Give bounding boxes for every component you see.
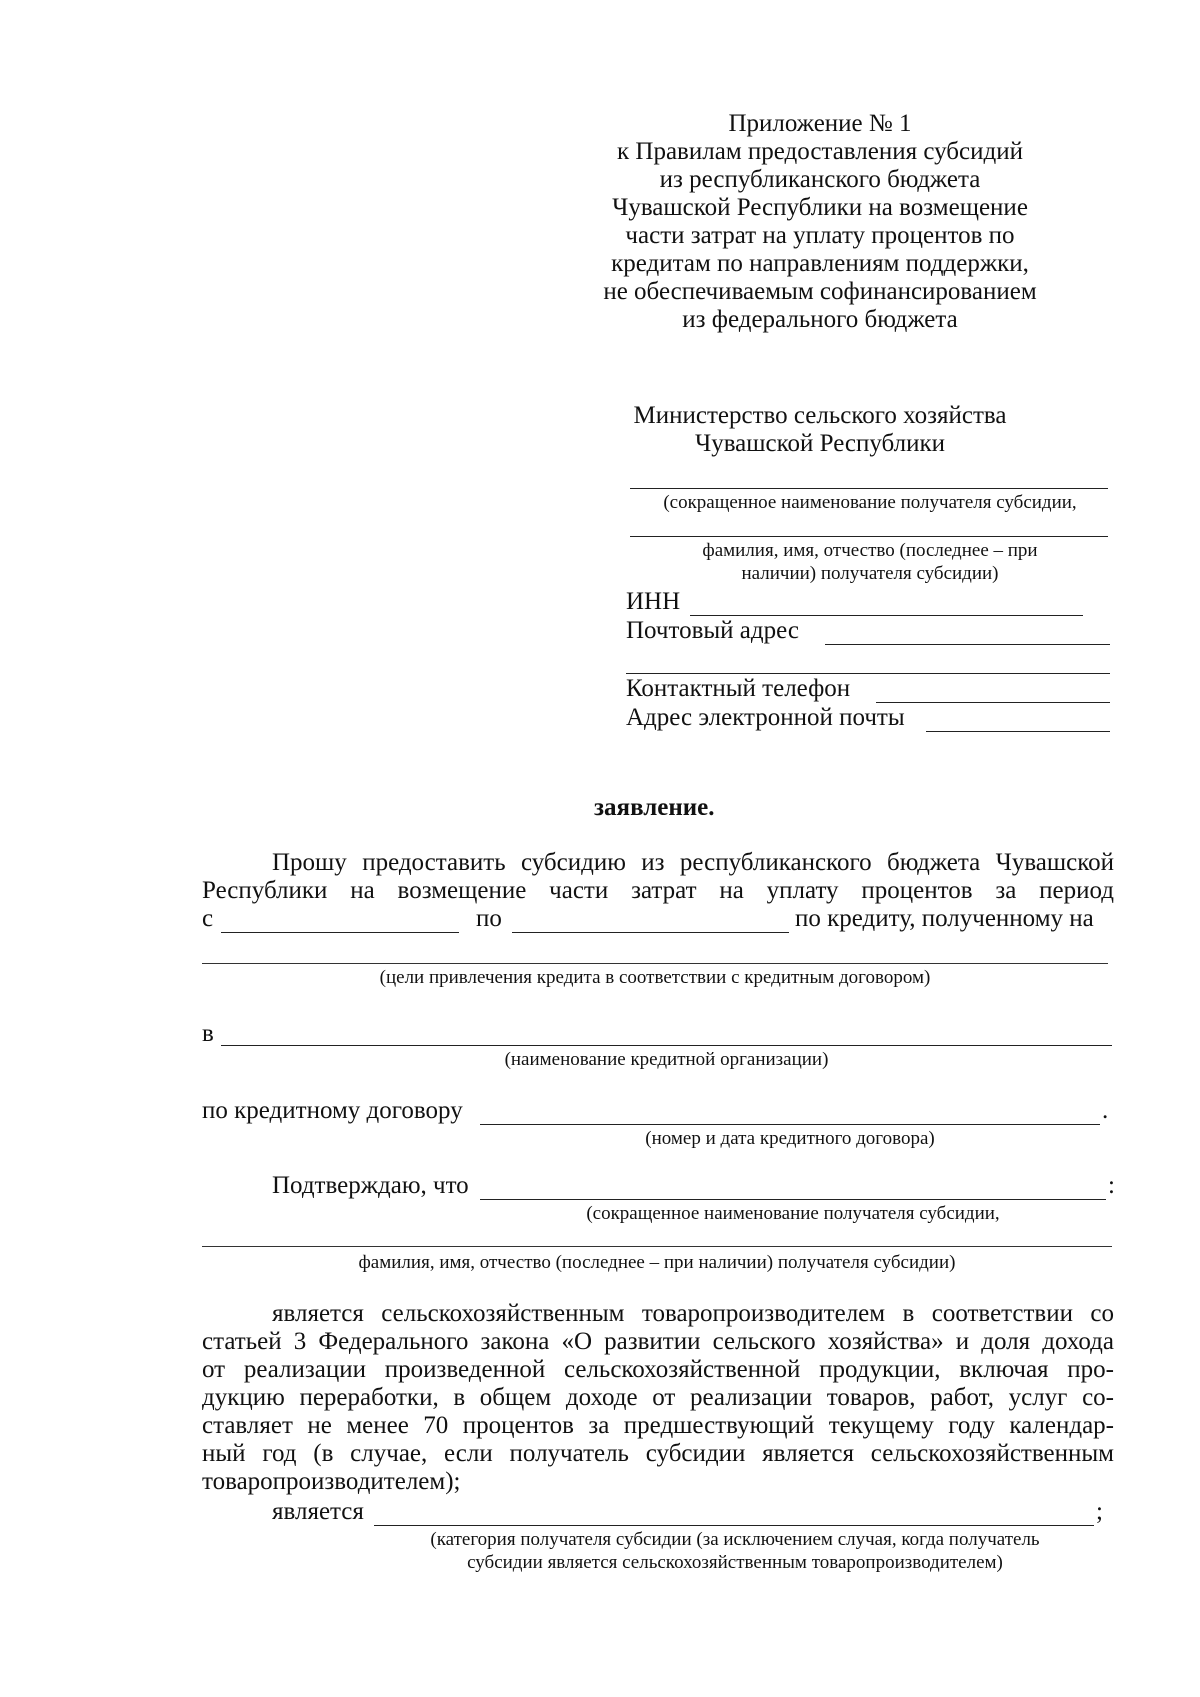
bank-name-field[interactable] bbox=[221, 1045, 1112, 1046]
period-from-field[interactable] bbox=[221, 932, 459, 933]
phone-label: Контактный телефон bbox=[626, 675, 851, 702]
applicant-fio-caption: фамилия, имя, отчество (последнее – при bbox=[702, 540, 1038, 561]
contract-field[interactable] bbox=[480, 1124, 1100, 1125]
statement-title: заявление. bbox=[594, 794, 715, 821]
contract-caption: (номер и дата кредитного договора) bbox=[645, 1128, 935, 1149]
appendix-line: к Правилам предоставления субсидий bbox=[617, 138, 1023, 165]
applicant-fio-field[interactable] bbox=[630, 536, 1108, 537]
category-end: ; bbox=[1096, 1498, 1103, 1525]
confirm-field[interactable] bbox=[480, 1199, 1106, 1200]
phone-field[interactable] bbox=[876, 702, 1110, 703]
statement-text-line: Прошу предоставить субсидию из республиканского бюджета Чувашской bbox=[272, 849, 1114, 876]
statement-text-line: является сельскохозяйственным товаропроизводителем в соответствии со bbox=[272, 1300, 1114, 1327]
statement-text-line: от реализации произведенной сельскохозяйственной продукции, включая про- bbox=[202, 1356, 1114, 1383]
confirm-field-2[interactable] bbox=[202, 1246, 1112, 1247]
appendix-line: Чувашской Республики на возмещение bbox=[612, 194, 1028, 221]
addressee-line: Министерство сельского хозяйства bbox=[633, 402, 1007, 429]
category-label: является bbox=[272, 1498, 364, 1525]
statement-text-line: дукцию переработки, в общем доходе от реализации товаров, работ, услуг со- bbox=[202, 1384, 1114, 1411]
bank-name-caption: (наименование кредитной организации) bbox=[504, 1049, 829, 1070]
appendix-line: из республиканского бюджета bbox=[659, 166, 981, 193]
confirm-label: Подтверждаю, что bbox=[272, 1172, 469, 1199]
statement-text-line: товаропроизводителем); bbox=[202, 1468, 461, 1495]
appendix-line: не обеспечиваемым софинансированием bbox=[603, 278, 1037, 305]
period-from-label: с bbox=[202, 905, 214, 932]
applicant-name-caption: (сокращенное наименование получателя субсидии, bbox=[663, 492, 1077, 513]
confirm-end: : bbox=[1108, 1172, 1115, 1199]
addressee-line: Чувашской Республики bbox=[694, 430, 946, 457]
confirm-caption: (сокращенное наименование получателя субсидии, bbox=[586, 1203, 1000, 1224]
appendix-line: из федерального бюджета bbox=[682, 306, 958, 333]
postal-address-field[interactable] bbox=[825, 644, 1110, 645]
inn-field[interactable] bbox=[690, 615, 1083, 616]
email-label: Адрес электронной почты bbox=[626, 704, 905, 731]
statement-text-line: ный год (в случае, если получатель субсидии является сельскохозяйственным bbox=[202, 1440, 1114, 1467]
period-to-label: по bbox=[476, 905, 502, 932]
confirm-caption: фамилия, имя, отчество (последнее – при наличии) получателя субсидии) bbox=[358, 1252, 956, 1273]
inn-label: ИНН bbox=[626, 588, 681, 615]
contract-label: по кредитному договору bbox=[202, 1097, 463, 1124]
postal-address-label: Почтовый адрес bbox=[626, 617, 799, 644]
statement-text-line: ставляет не менее 70 процентов за предшествующий текущему году календар- bbox=[202, 1412, 1114, 1439]
statement-text-line: Республики на возмещение части затрат на уплату процентов за период bbox=[202, 877, 1114, 904]
postal-address-field-2[interactable] bbox=[626, 673, 1110, 674]
period-to-field[interactable] bbox=[512, 932, 789, 933]
credit-purpose-text: по кредиту, полученному на bbox=[795, 905, 1094, 932]
applicant-name-field[interactable] bbox=[630, 488, 1108, 489]
appendix-line: кредитам по направлениям поддержки, bbox=[611, 250, 1029, 277]
category-caption: (категория получателя субсидии (за исключением случая, когда получатель bbox=[430, 1529, 1040, 1550]
statement-text-line: статьей 3 Федерального закона «О развитии сельского хозяйства» и доля дохода bbox=[202, 1328, 1114, 1355]
credit-goals-caption: (цели привлечения кредита в соответствии с кредитным договором) bbox=[379, 967, 931, 988]
credit-goals-field[interactable] bbox=[202, 963, 1108, 964]
applicant-fio-caption: наличии) получателя субсидии) bbox=[741, 563, 999, 584]
contract-end: . bbox=[1102, 1097, 1109, 1124]
category-caption: субсидии является сельскохозяйственным товаропроизводителем) bbox=[467, 1552, 1003, 1573]
category-field[interactable] bbox=[374, 1525, 1094, 1526]
email-field[interactable] bbox=[926, 731, 1110, 732]
appendix-line: Приложение № 1 bbox=[728, 110, 912, 137]
bank-prefix: в bbox=[202, 1020, 214, 1047]
appendix-line: части затрат на уплату процентов по bbox=[625, 222, 1015, 249]
